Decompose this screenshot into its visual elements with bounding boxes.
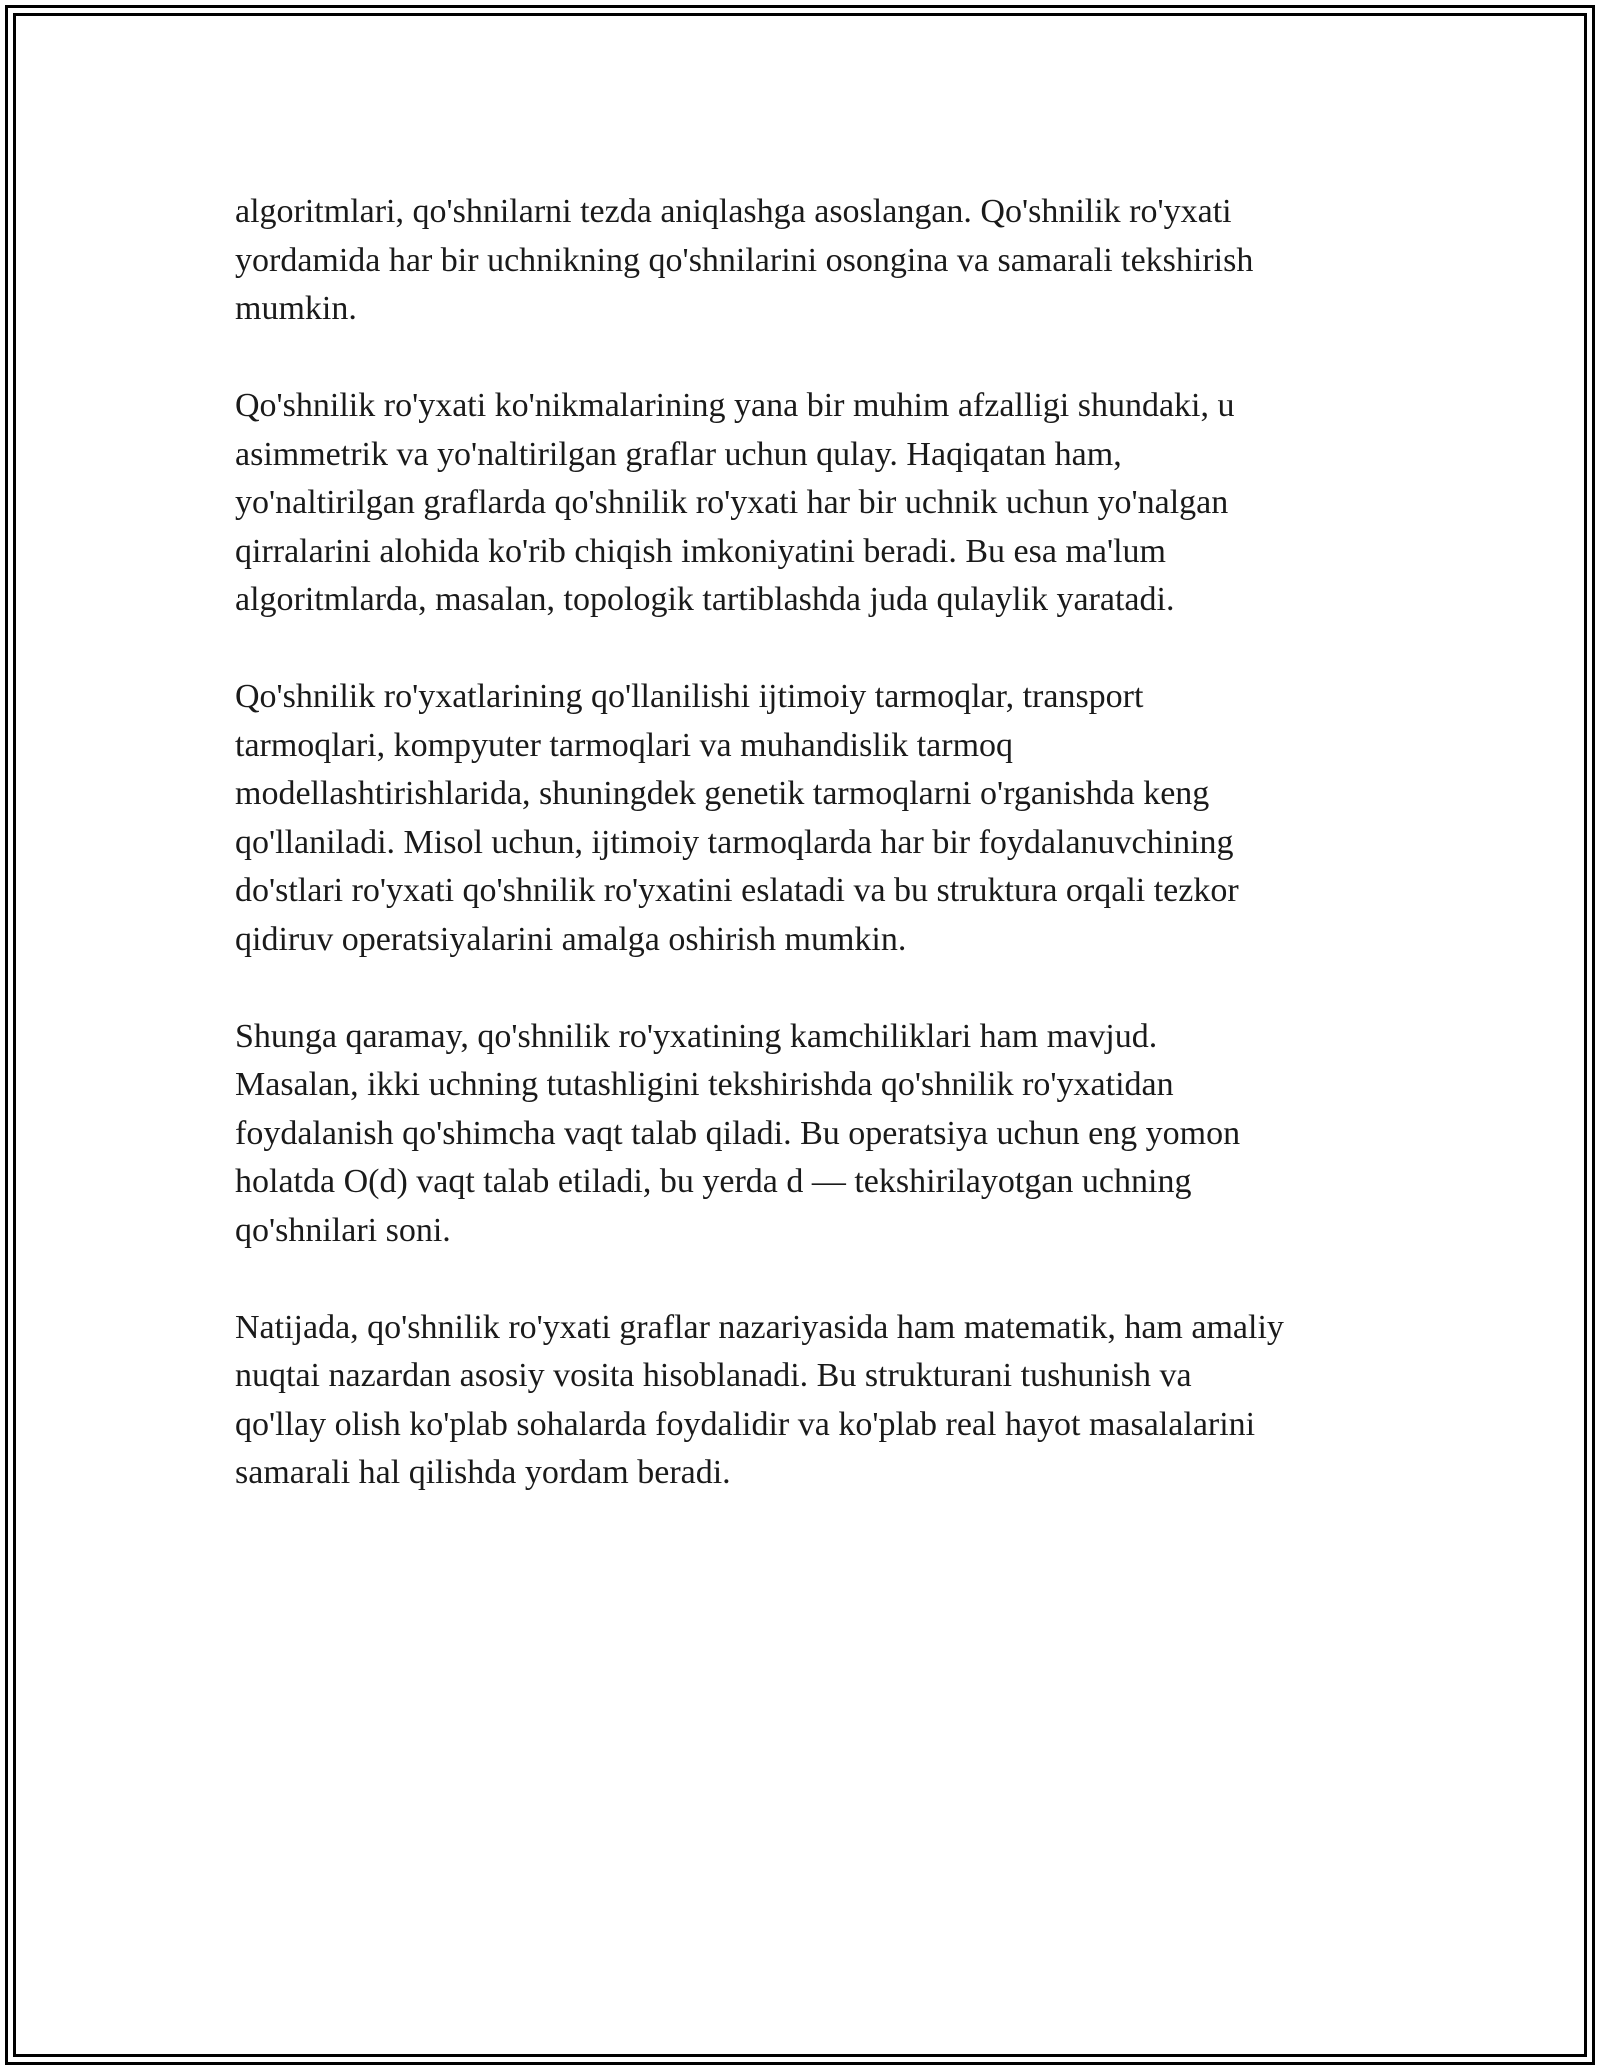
text-line: yordamida har bir uchnikning qo'shnilarini osongina va samarali tekshirish <box>235 241 1254 279</box>
text-line: qo'shnilari soni. <box>235 1211 451 1249</box>
text-line: mumkin. <box>235 290 357 327</box>
text-line: nuqtai nazardan asosiy vosita hisoblanadi. Bu strukturani tushunish va <box>235 1357 1192 1394</box>
text-line: qirralarini alohida ko'rib chiqish imkoniyatini beradi. Bu esa ma'lum <box>235 532 1166 570</box>
text-line: algoritmlari, qo'shnilarni tezda aniqlashga asoslangan. Qo'shnilik ro'yxati <box>235 193 1232 230</box>
text-line: qidiruv operatsiyalarini amalga oshirish mumkin. <box>235 920 907 958</box>
text-line: modellashtirishlarida, shuningdek genetik tarmoqlarni o'rganishda keng <box>235 775 1210 812</box>
text-line: yo'naltirilgan graflarda qo'shnilik ro'yxati har bir uchnik uchun yo'nalgan <box>235 484 1229 521</box>
text-line: tarmoqlari, kompyuter tarmoqlari va muhandislik tarmoq <box>235 726 1014 764</box>
text-line: Masalan, ikki uchning tutashligini tekshirishda qo'shnilik ro'yxatidan <box>235 1066 1174 1103</box>
document-body <box>235 188 1375 1546</box>
text-line: Qo'shnilik ro'yxati ko'nikmalarining yana bir muhim afzalligi shundaki, u <box>235 387 1235 424</box>
text-line: algoritmlarda, masalan, topologik tartiblashda juda qulaylik yaratadi. <box>235 581 1175 618</box>
text-line: asimmetrik va yo'naltirilgan graflar uchun qulay. Haqiqatan ham, <box>235 435 1122 473</box>
text-line: qo'llaniladi. Misol uchun, ijtimoiy tarmoqlarda har bir foydalanuvchining <box>235 823 1234 861</box>
text-line: qo'llay olish ko'plab sohalarda foydalidir va ko'plab real hayot masalalarini <box>235 1405 1256 1443</box>
text-line: Qo'shnilik ro'yxatlarining qo'llanilishi ijtimoiy tarmoqlar, transport <box>235 678 1144 715</box>
text-line: Natijada, qo'shnilik ro'yxati graflar nazariyasida ham matematik, ham amaliy <box>235 1308 1284 1346</box>
text-line: do'stlari ro'yxati qo'shnilik ro'yxatini eslatadi va bu struktura orqali tezkor <box>235 872 1239 909</box>
text-line: Shunga qaramay, qo'shnilik ro'yxatining kamchiliklari ham mavjud. <box>235 1017 1158 1055</box>
paragraph-1 <box>235 188 1375 334</box>
paragraph-3 <box>235 673 1375 964</box>
paragraph-5 <box>235 1304 1375 1498</box>
text-line: holatda O(d) vaqt talab etiladi, bu yerda d — tekshirilayotgan uchning <box>235 1163 1192 1200</box>
text-line: foydalanish qo'shimcha vaqt talab qiladi. Bu operatsiya uchun eng yomon <box>235 1114 1241 1152</box>
text-line: samarali hal qilishda yordam beradi. <box>235 1454 731 1491</box>
paragraph-4 <box>235 1013 1375 1256</box>
paragraph-2 <box>235 382 1375 625</box>
